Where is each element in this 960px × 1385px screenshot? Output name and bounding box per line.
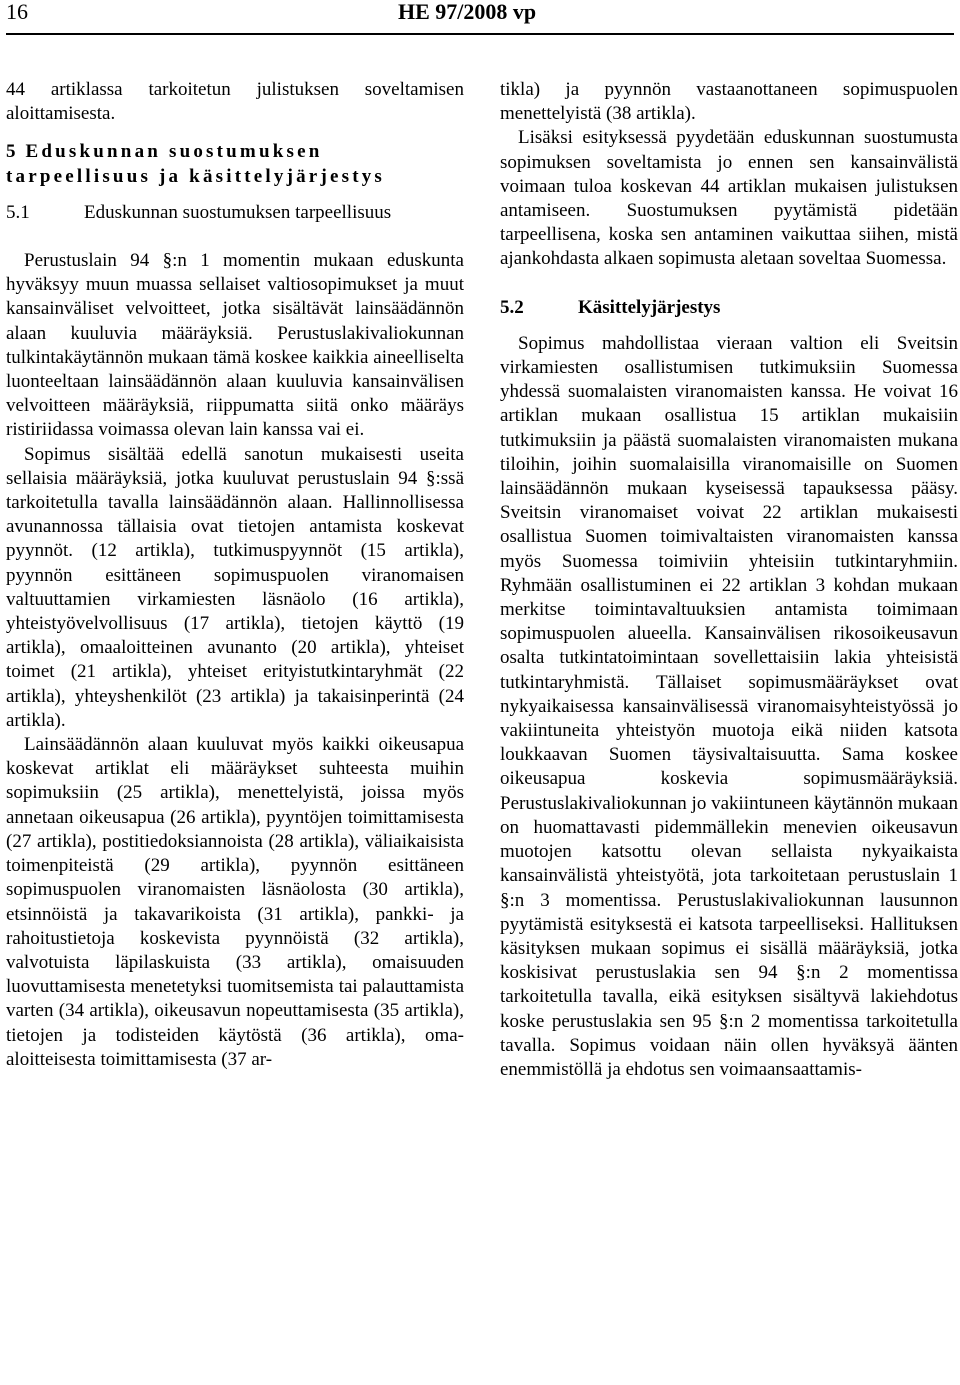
paragraph: Perustuslain 94 §:n 1 momentin mukaan eduskunta hyväksyy muun muassa sellaiset valtiosopimukset ja muut kansainväliset velvoitteet, jotka sisältävät lainsäädännön alaan kuuluvia määräyksiä. Perustuslakivaliokunnan tulkintakäytännön mukaan tämä koskee kaikkia aineelliselta luonteeltaan lainsäädännön alaan kuuluvia kansainvälisen velvoitteen määräyksiä, riippumatta siitä onko määräys ristiriidassa voimassa olevan lain kanssa vai ei.: [6, 250, 464, 441]
subsection-number: 5.2: [500, 296, 524, 318]
section-heading: [6, 140, 464, 188]
paragraph: Sopimus sisältää edellä sanotun mukaisesti useita sellaisia määräyksiä, jotka kuuluvat perustuslain 94 §:ssä tarkoitetulla tavalla lainsäädännön alaan. Hallinnollisessa avunannossa tällaisia ovat tietojen antamista koskevat pyynnöt. (12 artikla), tutkimuspyynnöt (15 artikla), pyynnön esittäneen sopimuspuolen viranomaisen valtuuttamien virkamiesten läsnäolo (16 artikla), yhteistyövelvollisuus (17 artikla), tietojen käyttö (19 artikla), omaaloitteinen avunanto (20 artikla), yhteiset toimet (21 artikla), yhteiset erityistutkintaryhmät (22 artikla), yhteyshenkilöt (23 artikla) ja takaisinperintä (24 artikla).: [6, 443, 464, 731]
document-id: HE 97/2008 vp: [398, 0, 537, 24]
subsection-title: Eduskunnan suostumuksen tarpeellisuus: [84, 201, 392, 223]
subsection-heading: [500, 296, 958, 320]
section-number: 5: [6, 141, 16, 163]
paragraph-continuation: 44 artiklassa tarkoitetun julistuksen soveltamisen aloittamisesta.: [6, 79, 464, 125]
subsection-number: 5.1: [6, 201, 30, 223]
subsection-heading: [6, 201, 464, 225]
subsection-title: Käsittelyjärjestys: [578, 296, 721, 318]
paragraph-continuation: tikla) ja pyynnön vastaanottaneen sopimuspuolen menettelyistä (38 artikla).: [500, 79, 958, 125]
left-column: [6, 78, 464, 1072]
right-column: [500, 78, 958, 1082]
paragraph: Lisäksi esityksessä pyydetään eduskunnan suostumusta sopimuksen soveltamista jo ennen sen kansainvälistä voimaan tuloa koskevan 44 artiklan mukaisen julistuksen antamiseen. Suostumuksen pyytämistä pidetään tarpeellisena, koska sen antaminen vaikuttaa siihen, mistä ajankohdasta alkaen sopimusta aletaan soveltaa Suomessa.: [500, 127, 958, 270]
page-number: 16: [6, 0, 28, 24]
paragraph: Sopimus mahdollistaa vieraan valtion eli Sveitsin virkamiesten osallistumisen tutkimuksiin Suomessa yhdessä suomalaisten viranomaisten kanssa. He voivat 16 artiklan mukaan osallistua 15 artiklan mukaisiin tutkimuksiin ja päästä suomalaisten viranomaisten mukana tiloihin, joihin suomalaisilla viranomaisille on Suomen lainsäädännön mukaan kyseisessä tapauksessa pääsy. Sveitsin viranomaiset voivat 22 artiklan mukaisesti osallistua Suomen toimivaltaisten viranomaisten kanssa myös Suomessa toimiviin yhteisiin tutkintaryhmiin. Ryhmään osallistuminen ei 22 artiklan 3 kohdan mukaan merkitse toimintavaltuuksien antamista toimimaan sopimuspuolen alueella. Kansainvälisen rikosoikeusavun osalta tutkintatoimintaan sovellettaisiin lakia yhteisistä tutkintaryhmistä. Tällaiset sopimusmääräykset ovat nykyaikaisessa kansainvälisessä viranomaisyhteistyössä jo vakiintuneita yhteistyön muotoja eikä niiden katsota loukkaavan Suomen täysivaltaisuutta. Sama koskee oikeusapua koskevia sopimusmääräyksiä. Perustuslakivaliokunnan jo vakiintuneen käytännön mukaan on huomattavasti pidemmällekin menevien oikeusavun muotojen katsottu olevan sellaista nykyaikaista kansainvälistä yhteistyötä, jota tarkoitetaan perustuslain 1 §:n 3 momentissa. Perustuslakivaliokunnan lausunnon pyytämistä esityksestä ei katsota tarpeelliseksi. Hallituksen käsityksen mukaan sopimus ei sisällä määräyksiä, jotka koskisivat perustuslakia sen 94 §:n 2 momentissa tarkoitetulla tavalla, eikä esityksen sisältyvä lakiehdotus koske perustuslakia sen 95 §:n 2 momentissa tarkoitetulla tavalla. Sopimus voidaan näin ollen hyväksyä äänten enemmistöllä ja ehdotus sen voimaansaattamis-: [500, 332, 959, 1080]
header-rule: [6, 33, 954, 35]
page-header: [0, 0, 960, 40]
paragraph: Lainsäädännön alaan kuuluvat myös kaikki oikeusapua koskevat artiklat eli määräykset suhteesta muihin sopimuksiin (25 artikla), menettelyistä, joissa myös annetaan oikeusapua (26 artikla), pyyntöjen toimittamisesta (27 artikla), postitiedoksiannoista (28 artikla), väliaikaisista toimenpiteistä (29 artikla), pyynnön esittäneen sopimuspuolen viranomaisten läsnäolosta (30 artikla), etsinnöistä ja takavarikoista (31 artikla), pankki- ja rahoitustietoja koskevista pyynnöistä (32 artikla), valvotuista läpilaskuista (33 artikla), omaisuuden luovuttamisesta menetetyksi tuomitsemista tai palauttamista varten (34 artikla), oikeusavun nopeuttamisesta (35 artikla), tietojen ja todisteiden käytöstä (36 artikla), oma-aloitteisesta toimittamisesta (37 ar-: [6, 734, 464, 1070]
section-title: Eduskunnan suostumuksen tarpeellisuus ja käsittelyjärjestys: [6, 141, 386, 187]
